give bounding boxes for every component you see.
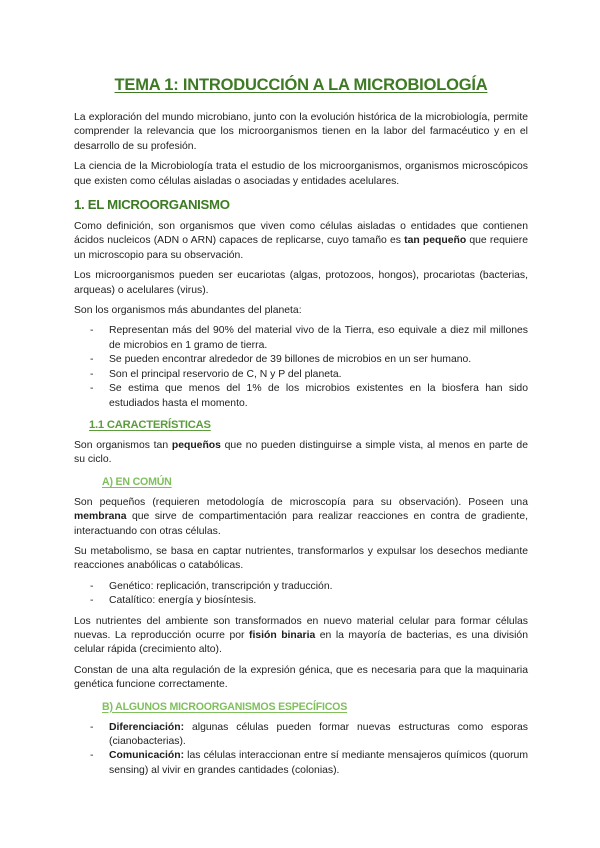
- bold-text: pequeños: [171, 439, 221, 451]
- list-item: [74, 721, 528, 750]
- dash-bullet: -: [90, 721, 94, 733]
- list-item: [74, 324, 528, 353]
- metabolismo-paragraph: Su metabolismo, se basa en captar nutrientes, transformarlos y expulsar los desechos mediante reacciones anabólicas o catabólicas.: [74, 545, 528, 572]
- definition-paragraph: [74, 220, 528, 263]
- list-item-text: Se estima que menos del 1% de los microbios existentes en la biosfera han sido estudiados hasta el momento.: [109, 383, 528, 409]
- reproduccion-paragraph: [74, 615, 528, 658]
- bold-text: fisión binaria: [248, 629, 316, 641]
- list-item-text: Catalítico: energía y biosíntesis.: [109, 595, 257, 607]
- abundance-list: [74, 324, 528, 410]
- list-item-text: las células interaccionan entre sí mediante mensajeros químicos (quorum sensing) al vivir en grandes cantidades (colonias).: [109, 750, 528, 776]
- section-heading-microorganismo: 1. EL MICROORGANISMO: [74, 197, 230, 213]
- metabolismo-list: [74, 580, 528, 609]
- dash-bullet: -: [90, 595, 94, 607]
- text-run: que no pueden distinguirse a simple vista, al menos en parte de su ciclo.: [74, 439, 528, 466]
- abundance-paragraph: Son los organismos más abundantes del planeta:: [74, 305, 302, 317]
- regulacion-paragraph: Constan de una alta regulación de la expresión génica, que es necesaria para que la maquinaria genética funcione correctamente.: [74, 664, 528, 691]
- types-paragraph: Los microorganismos pueden ser eucariotas (algas, protozoos, hongos), procariotas (bacterias, arqueas) o acelulares (virus).: [74, 270, 528, 296]
- dash-bullet: -: [90, 383, 94, 395]
- membrana-paragraph: [74, 496, 528, 539]
- intro-paragraph-2: La ciencia de la Microbiología trata el estudio de los microorganismos, organismos microscópicos que existen como células aisladas o asociadas y entidades acelulares.: [74, 161, 528, 187]
- especificos-list: [74, 721, 528, 779]
- subsubsection-heading-en-comun: A) EN COMÚN: [102, 475, 172, 488]
- term-label: Comunicación:: [109, 750, 185, 762]
- list-item: [74, 382, 528, 411]
- list-item: [74, 594, 528, 608]
- caracteristicas-paragraph: [74, 439, 528, 468]
- bold-text: tan pequeño: [404, 235, 467, 247]
- list-item-text: Genético: replicación, transcripción y traducción.: [109, 580, 333, 592]
- list-item-text: Son el principal reservorio de C, N y P del planeta.: [109, 368, 342, 380]
- list-item-text: algunas células pueden formar nuevas estructuras como esporas (cianobacterias).: [109, 721, 528, 747]
- text-run: Como definición, son organismos que viven como células aisladas o entidades que contienen ácidos nucleicos (ADN o ARN) capaces de replicarse, cuyo tamaño es: [74, 221, 528, 247]
- bold-text: membrana: [74, 511, 127, 523]
- text-run: Los nutrientes del ambiente son transformados en nuevo material celular para formar células nuevas. La reproducción ocurre por: [74, 615, 528, 641]
- list-item: [74, 368, 528, 382]
- subsection-heading-caracteristicas: 1.1 CARACTERÍSTICAS: [89, 418, 211, 431]
- dash-bullet: -: [90, 325, 94, 337]
- dash-bullet: -: [90, 368, 94, 380]
- term-label: Diferenciación:: [109, 721, 185, 733]
- list-item: [74, 353, 528, 367]
- text-run: que sirve de compartimentación para realizar reacciones en contra de gradiente, interactuando con otras células.: [74, 511, 528, 537]
- document-title: TEMA 1: INTRODUCCIÓN A LA MICROBIOLOGÍA: [114, 76, 488, 94]
- list-item-text: Representan más del 90% del material vivo de la Tierra, eso equivale a diez mil millones de microbios en 1 gramo de tierra.: [109, 325, 528, 351]
- text-run: en la mayoría de bacterias, es una división celular rápida (crecimiento alto).: [74, 629, 528, 656]
- list-item: [74, 580, 528, 594]
- dash-bullet: -: [90, 354, 94, 366]
- list-item-text: Se pueden encontrar alrededor de 39 billones de microbios en un ser humano.: [109, 354, 472, 366]
- intro-paragraph-1: La exploración del mundo microbiano, junto con la evolución histórica de la microbiología, permite comprender la relevancia que los microorganismos tienen en la labor del farmacéutico y en el desarrollo de su profesión.: [74, 112, 528, 152]
- text-run: Son pequeños (requieren metodología de microscopía para su observación). Poseen una: [74, 496, 528, 508]
- dash-bullet: -: [90, 750, 94, 762]
- dash-bullet: -: [90, 580, 94, 592]
- list-item: [74, 749, 528, 778]
- subsubsection-heading-especificos: B) ALGUNOS MICROORGANISMOS ESPECÍFICOS: [102, 700, 348, 713]
- text-run: que requiere un microscopio para su observación.: [74, 235, 528, 261]
- text-run: Son organismos tan: [74, 439, 172, 451]
